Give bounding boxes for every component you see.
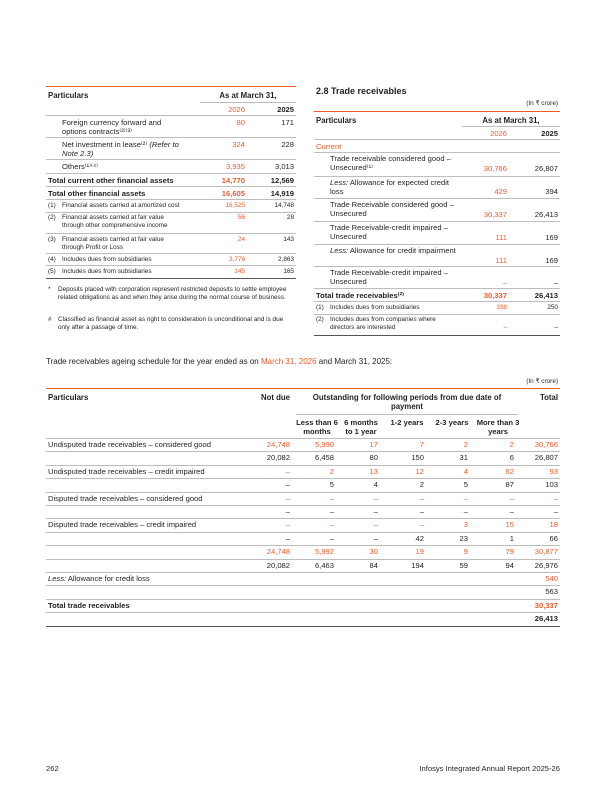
value-cell: – [373,507,378,516]
row-label: Others⁽¹⁾⁽⁴⁾ [62,162,99,171]
note-value-2026: 56 [237,214,245,221]
note-value-2026: – [503,324,507,331]
value-cell: – [285,520,290,530]
value-cell: 24,748 [266,547,290,557]
header-as-at: As at March 31, [482,116,540,125]
value-cell: 24,748 [266,440,290,449]
value-cell: – [329,493,334,503]
value-cell: 1 [509,533,514,543]
period-less-6m: Less than 6 months [296,418,338,437]
note-label: Includes dues from subsidiaries [62,256,152,263]
row-value-2026: 30,766 [483,164,507,173]
value-cell: 5,992 [314,547,334,557]
table-row [62,140,182,159]
value-cell: 9 [463,547,468,557]
value-cell: 62 [505,466,514,476]
table-row [330,246,458,255]
total-cell: 103 [545,480,558,490]
value-cell: 2 [509,440,514,449]
header-year-2025: 2025 [277,105,294,114]
value-cell: 2 [463,440,468,449]
row-value-2025: 169 [545,233,558,242]
header-outstanding: Outstanding for following periods from due date of payment [312,393,502,412]
header-particulars: Particulars [48,91,89,100]
section-title: 2.8 Trade receivables [316,86,407,96]
header-as-at: As at March 31, [219,91,277,100]
value-cell: 6,463 [314,560,334,570]
row-value-2025: 169 [545,256,558,265]
value-cell: – [509,507,514,516]
note-label: Includes dues from subsidiaries [62,268,152,275]
value-cell: 23 [459,533,468,543]
total-cell: 26,413 [534,614,558,624]
total-cell: 30,766 [534,440,558,449]
note-number: (3) [48,236,56,243]
value-cell: – [373,533,378,543]
value-cell: – [373,520,378,530]
period-1-2y: 1-2 years [390,418,424,427]
row-value-2025: 26,807 [534,164,558,173]
footnote-mark: * [48,286,51,293]
value-cell: – [419,493,424,503]
value-cell: 59 [459,560,468,570]
value-cell: – [329,533,334,543]
row-value-2026: 16,605 [221,189,245,198]
row-value-2026: 429 [494,187,507,196]
note-value-2025: 250 [547,304,558,311]
row-value-2025: 394 [545,187,558,196]
value-cell: 6 [509,453,514,463]
value-cell: 19 [415,547,424,557]
value-cell: 194 [411,560,424,570]
total-cell: 66 [549,533,558,543]
row-label-ref: (Refer to Note 2.3) [62,140,179,159]
report-title: Infosys Integrated Annual Report 2025-26 [419,764,560,773]
footnote-mark: # [48,316,52,323]
row-label: Allowance for credit impairment [348,246,456,255]
row-value-2026: 111 [495,256,507,265]
value-cell: – [419,507,424,516]
note-label: Includes dues from subsidiaries [330,304,420,311]
row-label: Disputed trade receivables – credit impaired [48,520,197,530]
value-cell: – [285,493,290,503]
allowance-label [48,574,150,583]
header-year-2026: 2026 [228,105,245,114]
value-cell: – [285,466,290,476]
total-cell: 563 [545,587,558,597]
value-cell: 30 [369,547,378,557]
row-label: Undisputed trade receivables – credit impaired [48,466,205,476]
value-cell: 4 [373,480,378,490]
value-cell: 5,990 [314,440,334,449]
period-6m-1y: 6 months to 1 year [344,418,378,437]
value-cell: 2 [419,480,424,490]
header-year-2026: 2026 [490,129,507,138]
value-cell: 17 [369,440,378,449]
total-cell: – [553,507,558,516]
row-label: Disputed trade receivables – considered good [48,493,203,503]
row-label: Trade Receivable-credit impaired – Unsecured [330,223,448,242]
note-value-2026: 145 [234,268,245,275]
row-value-2025: 12,569 [270,176,294,185]
value-cell: – [419,520,424,530]
value-cell: – [285,507,290,516]
row-value-2026: 80 [236,118,245,127]
note-value-2026: 24 [237,236,245,243]
value-cell: 5 [329,480,334,490]
period-more-3y: More than 3 years [476,418,520,437]
value-cell: 12 [415,466,424,476]
note-label: Financial assets carried at fair value through other comprehensive income [62,214,168,229]
footnote-text: Deposits placed with corporation represent restricted deposits to settle employee related obligations as and when they arise during the normal course of business. [58,286,287,301]
unit-label: (In ₹ crore) [526,378,558,385]
value-cell: 31 [459,453,468,463]
row-label: Total other financial assets [48,189,146,198]
note-label: Financial assets carried at fair value through Profit or Loss [62,236,164,251]
row-value-2025: 228 [281,140,294,149]
total-cell: 26,807 [534,453,558,463]
heading-text: Trade receivables ageing schedule for the year ended as on [46,357,261,366]
total-cell: – [553,493,558,503]
row-value-2026: 14,770 [221,176,245,185]
row-value-2025: 171 [281,118,294,127]
total-cell: 18 [549,520,558,530]
value-cell: 13 [369,466,378,476]
value-cell: 7 [419,440,424,449]
row-label: Total trade receivables [48,600,130,610]
row-value-2026: 30,337 [483,291,507,300]
note-label: Includes dues from companies where directors are interested [330,316,436,331]
header-particulars: Particulars [48,393,89,402]
row-value-2025: 26,413 [534,210,558,219]
header-particulars: Particulars [316,116,357,125]
row-label: Total trade receivables⁽²⁾ [316,291,404,300]
note-value-2026: 3,776 [229,256,245,263]
value-cell: 84 [369,560,378,570]
value-cell: 5 [463,480,468,490]
row-label: Trade Receivable considered good – Unsecured [330,200,454,219]
value-cell: – [285,533,290,543]
note-value-2025: – [554,324,558,331]
value-cell: – [373,493,378,503]
row-value-2025: 26,413 [534,291,558,300]
note-number: (2) [316,316,324,323]
note-value-2025: 165 [283,268,294,275]
value-cell: 20,082 [266,560,290,570]
header-year-2025: 2025 [541,129,558,138]
value-cell: 150 [411,453,424,463]
header-total: Total [539,393,558,402]
row-label: Foreign currency forward and options contracts⁽²⁾⁽³⁾ [62,118,162,137]
value-cell: 42 [415,533,424,543]
value-cell: 20,082 [266,453,290,463]
note-number: (1) [48,202,56,209]
page-number: 262 [46,764,59,773]
table-row [62,118,187,137]
total-cell: 26,976 [534,560,558,570]
value-cell: 2 [329,466,334,476]
row-label: Trade receivable considered good – Unsecured⁽¹⁾ [330,154,451,173]
total-cell: 30,877 [534,547,558,557]
allowance-text: Allowance for credit loss [66,574,150,583]
note-number: (2) [48,214,56,221]
row-value-2025: 3,013 [274,162,294,171]
less-label: Less: [48,574,67,583]
note-value-2025: 14,748 [274,202,294,209]
note-number: (1) [316,304,324,311]
value-cell: – [285,480,290,490]
note-number: (5) [48,268,56,275]
unit-label: (In ₹ crore) [526,100,558,107]
table-row [330,178,458,197]
row-label: Trade Receivable-credit impaired – Unsecured [330,268,448,287]
value-cell: 79 [505,547,514,557]
total-cell: 30,337 [534,600,558,610]
value-cell: – [463,507,468,516]
total-cell: 93 [549,466,558,476]
value-cell: 80 [369,453,378,463]
section-current: Current [316,142,342,151]
row-value-2025: – [553,278,558,287]
note-value-2025: 2,863 [278,256,294,263]
row-label: Net investment in lease⁽²⁾ [62,140,148,149]
value-cell: 3 [463,520,468,530]
total-cell: 540 [545,574,558,583]
note-number: (4) [48,256,56,263]
heading-text-end: and March 31, 2025: [316,357,393,366]
note-value-2025: 28 [286,214,294,221]
note-label: Financial assets carried at amortized cost [62,202,180,209]
row-label: Undisputed trade receivables – considered good [48,440,211,449]
ageing-heading [46,357,392,366]
note-value-2026: 338 [496,304,507,311]
row-value-2026: 324 [232,140,245,149]
value-cell: 87 [505,480,514,490]
header-not-due: Not due [260,393,290,402]
row-label-less: Less: [330,246,349,255]
row-label: Total current other financial assets [48,176,174,185]
row-value-2026: – [502,278,507,287]
value-cell: 15 [505,520,514,530]
value-cell: – [329,507,334,516]
note-value-2025: 143 [283,236,294,243]
row-value-2025: 14,919 [270,189,294,198]
row-value-2026: 30,337 [483,210,507,219]
heading-date: March 31, 2026 [260,357,317,366]
period-2-3y: 2-3 years [435,418,469,427]
value-cell: 6,458 [314,453,334,463]
value-cell: – [509,493,514,503]
row-value-2026: 3,935 [225,162,245,171]
value-cell: 94 [505,560,514,570]
value-cell: – [329,520,334,530]
footnote-text: Classified as financial asset as right to consideration is unconditional and is due only after a passage of time. [58,316,284,331]
note-value-2026: 16,525 [225,202,245,209]
row-value-2026: 111 [495,233,507,242]
value-cell: 4 [463,466,468,476]
row-label: Allowance for expected credit loss [330,178,450,197]
row-label-less: Less: [330,178,349,187]
value-cell: – [463,493,468,503]
